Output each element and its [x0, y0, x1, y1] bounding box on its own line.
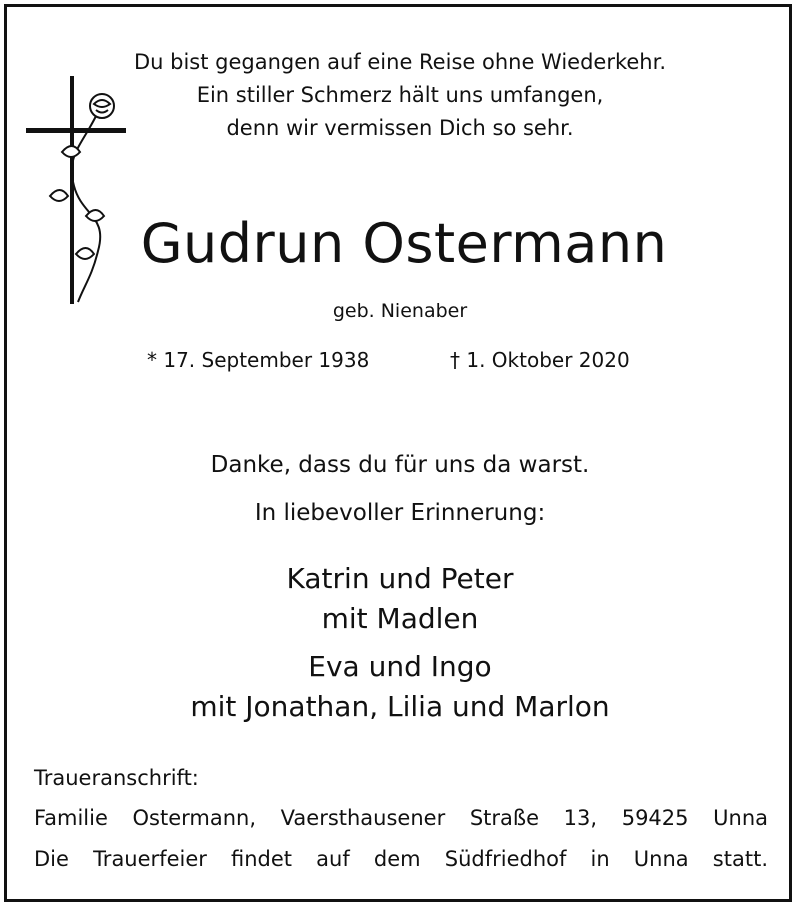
address-label: Traueranschrift: — [34, 766, 199, 790]
funeral-notice: Die Trauerfeier findet auf dem Südfriedhof in Unna statt. — [34, 847, 768, 871]
mourner-line: mit Jonathan, Lilia und Marlon — [190, 690, 610, 723]
birth-name: geb. Nienaber — [332, 300, 468, 322]
thanks-line: Danke, dass du für uns da warst. — [210, 452, 590, 478]
poem-line: denn wir vermissen Dich so sehr. — [226, 116, 574, 140]
poem-line: Du bist gegangen auf eine Reise ohne Wiederkehr. — [133, 50, 667, 74]
death-date: † 1. Oktober 2020 — [450, 348, 630, 372]
address-text: Familie Ostermann, Vaersthausener Straße 13, 59425 Unna — [34, 806, 768, 830]
mourner-line: mit Madlen — [321, 602, 479, 635]
poem-line: Ein stiller Schmerz hält uns umfangen, — [196, 83, 604, 107]
mourner-line: Eva und Ingo — [308, 650, 492, 683]
deceased-name: Gudrun Ostermann — [140, 212, 668, 275]
birth-date: * 17. September 1938 — [147, 348, 370, 372]
mourner-line: Katrin und Peter — [286, 562, 514, 595]
remembrance-line: In liebevoller Erinnerung: — [254, 500, 546, 526]
